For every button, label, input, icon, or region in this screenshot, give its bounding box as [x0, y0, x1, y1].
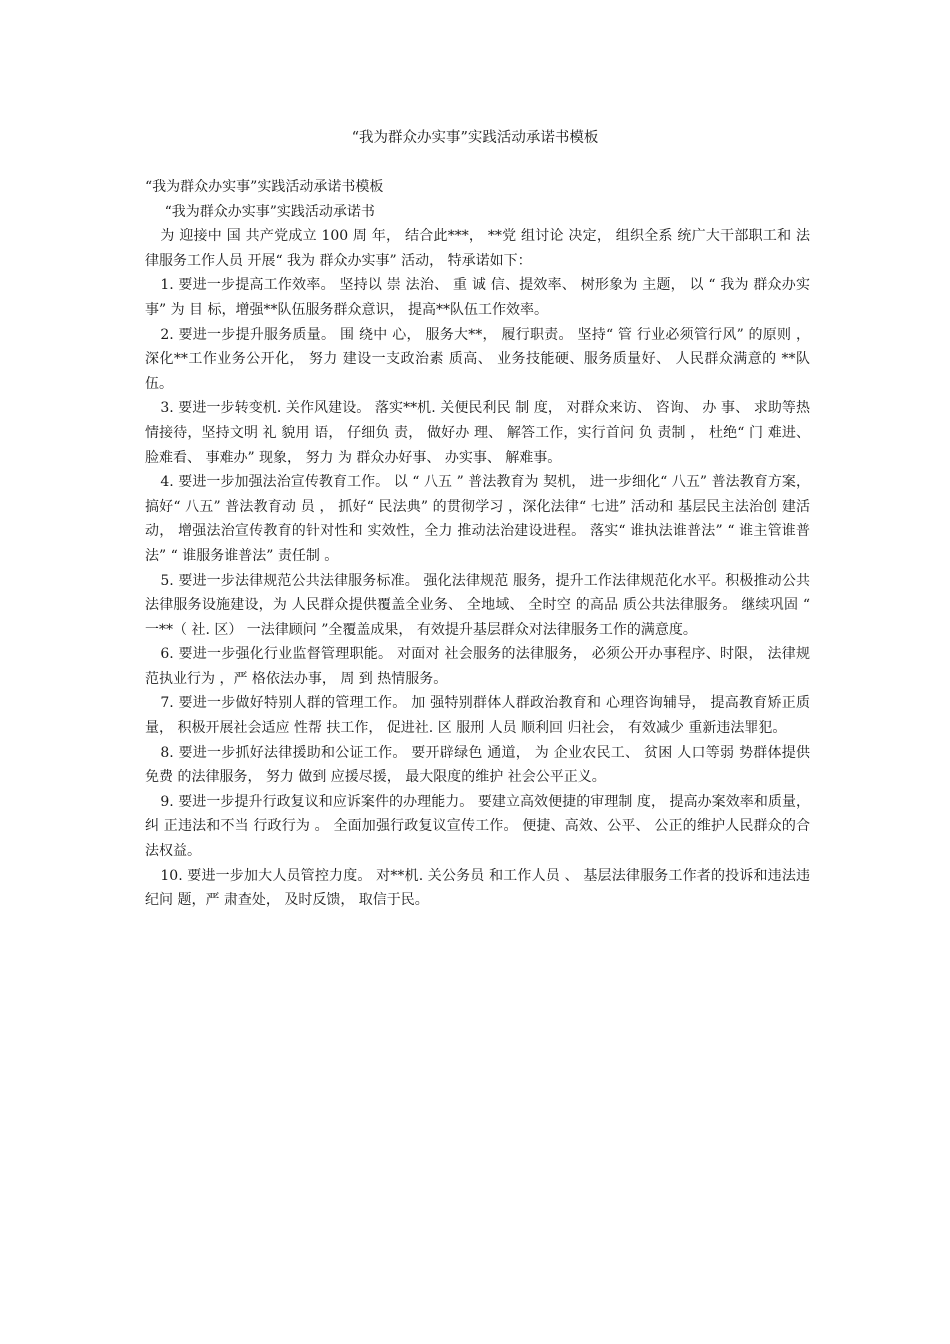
pledge-item-9: 9. 要进一步提升行政复议和应诉案件的办理能力。 要建立高效便捷的审理制 度， 提高办案效率和质量， 纠 正违法和不当 行政行为 。 全面加强行政复议宣传工作。 便捷、高效、公平、 公正的维护人民群众的合法权益。 — [145, 793, 810, 860]
pledge-item-6: 6. 要进一步强化行业监督管理职能。 对面对 社会服务的法律服务， 必须公开办事程序、时限， 法律规范执业行为 ，严 格依法办事， 周 到 热情服务。 — [145, 646, 810, 687]
pledge-item-3: 3. 要进一步转变机. 关作风建设。 落实**机. 关便民利民 制 度， 对群众来访、 咨询、 办 事、 求助等热情接待，坚持文明 礼 貌用 语， 仔细负 责， 做好办 理、 解答工作，实行首问 负 责制 ， 杜绝“ 门 难进、 脸难看、 事难办” 现象， 努力 为 群众办好事、 办实事、 解难事。 — [145, 400, 810, 466]
intro-paragraph: 为 迎接中 国 共产党成立 100 周 年， 结合此***， **党 组讨论 决定， 组织全系 统广大干部职工和 法律服务工作人员 开展“ 我为 群众办实事” 活动， 特承诺如下： — [145, 228, 810, 269]
pledge-item-4: 4. 要进一步加强法治宣传教育工作。 以 “ 八五 ” 普法教育为 契机， 进一步细化“ 八五” 普法教育方案， 搞好“ 八五” 普法教育动 员 ， 抓好“ 民法典” 的贯彻学习 ，深化法律“ 七进” 活动和 基层民主法治创 建活动， 增强法治宣传教育的针对性和 实效性，全力 推动法治建设进程。 落实“ 谁执法谁普法” “ 谁主管谁普法” “ 谁服务谁普法” 责任制 。 — [145, 474, 810, 564]
pledge-item-5: 5. 要进一步法律规范公共法律服务标准。 强化法律规范 服务，提升工作法律规范化水平。积极推动公共法律服务设施建设，为 人民群众提供覆盖全业务、 全地域、 全时空 的高品 质公共法律服务。 继续巩固 “ 一**（ 社. 区） 一法律顾问 ”全覆盖成果， 有效提升基层群众对法律服务工作的满意度。 — [145, 572, 810, 638]
document-body — [145, 175, 810, 913]
pledge-heading: “我为群众办实事”实践活动承诺书 — [164, 203, 375, 220]
pledge-item-10: 10. 要进一步加大人员管控力度。 对**机. 关公务员 和工作人员 、 基层法律服务工作者的投诉和违法违纪问 题，严 肃查处， 及时反馈， 取信于民。 — [145, 867, 810, 909]
pledge-item-1: 1. 要进一步提高工作效率。 坚持以 崇 法治、 重 诚 信、提效率、 树形象为 主题， 以 “ 我为 群众办实事” 为 目 标，增强**队伍服务群众意识， 提高**队伍工作效率。 — [145, 277, 810, 318]
document-subtitle: “我为群众办实事”实践活动承诺书模板 — [145, 179, 384, 195]
pledge-item-2: 2. 要进一步提升服务质量。 围 绕中 心， 服务大**， 履行职责。 坚持“ 管 行业必须管行风” 的原则 ， 深化**工作业务公开化， 努力 建设一支政治素 质高、 业务技能硬、服务质量好、 人民群众满意的 **队伍。 — [145, 326, 810, 392]
pledge-item-7: 7. 要进一步做好特别人群的管理工作。 加 强特别群体人群政治教育和 心理咨询辅导， 提高教育矫正质量， 积极开展社会适应 性帮 扶工作， 促进社. 区 服刑 人员 顺利回 归社会， 有效减少 重新违法罪犯。 — [145, 695, 810, 737]
document-title: “我为群众办实事”实践活动承诺书模板 — [351, 130, 599, 146]
pledge-item-8: 8. 要进一步抓好法律援助和公证工作。 要开辟绿色 通道， 为 企业农民工、 贫困 人口等弱 势群体提供免费 的法律服务， 努力 做到 应援尽援， 最大限度的维护 社会公平正义。 — [145, 744, 810, 786]
